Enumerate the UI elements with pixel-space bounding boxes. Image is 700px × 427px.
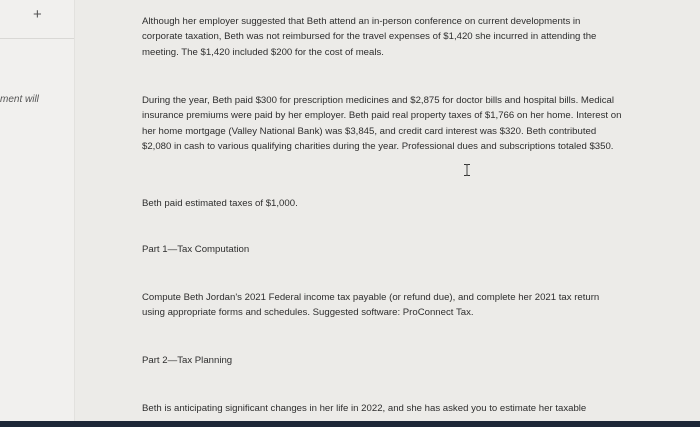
paragraph-medical-and-deductions: During the year, Beth paid $300 for prescription medicines and $2,875 for doctor bills and hospital bills. Medical insurance premiums were paid by her employer. Beth paid real property taxes of $1,766 on her home. Interest on her home mortgage (Valley National Bank) was $3,845, and credit card interest was $320. Beth contributed $2,080 in cash to various qualifying charities during the year. Professional dues and subscriptions totaled $350. bbox=[142, 95, 622, 152]
paragraph-compute-instructions: Compute Beth Jordan's 2021 Federal income tax payable (or refund due), and complete her 2021 tax return using appropriate forms and schedules. Suggested software: ProConnect Tax. bbox=[142, 292, 600, 319]
sidebar-snippet: ment will bbox=[0, 94, 39, 105]
text-cursor-icon bbox=[463, 164, 471, 176]
sidebar bbox=[0, 0, 75, 427]
sidebar-divider bbox=[0, 38, 74, 39]
part-1-heading: Part 1—Tax Computation bbox=[142, 244, 250, 255]
part-2-heading: Part 2—Tax Planning bbox=[142, 355, 233, 366]
paragraph-travel-expenses: Although her employer suggested that Beth attend an in-person conference on current developments in corporate taxation, Beth was not reimbursed for the travel expenses of $1,420 she incurred in attending the meeting. The $1,420 included $200 for the cost of meals. bbox=[142, 16, 597, 58]
paragraph-estimated-taxes: Beth paid estimated taxes of $1,000. bbox=[142, 198, 298, 209]
paragraph-tax-planning: Beth is anticipating significant changes in her life in 2022, and she has asked you to estimate her taxable bbox=[142, 403, 587, 414]
document-content bbox=[74, 0, 700, 427]
bottom-bar bbox=[0, 421, 700, 427]
plus-icon[interactable]: + bbox=[33, 6, 42, 23]
